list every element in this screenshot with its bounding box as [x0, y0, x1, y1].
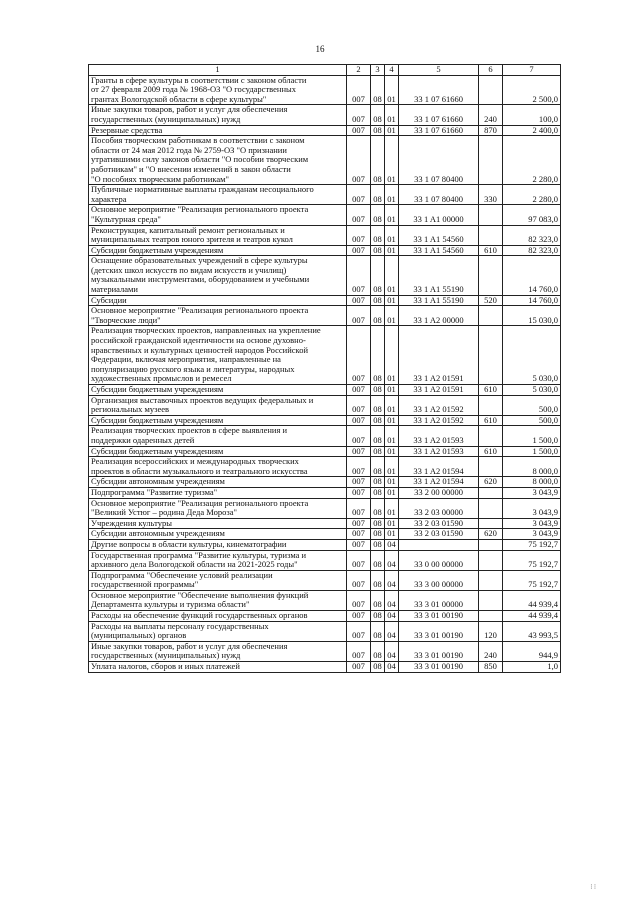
grbs-code: 007: [347, 256, 371, 295]
subsection-code: 01: [385, 457, 399, 477]
header-cell: 1: [89, 65, 347, 76]
expense-type-code: [479, 256, 503, 295]
expense-type-code: [479, 306, 503, 326]
subsection-code: 01: [385, 205, 399, 225]
section-code: 08: [371, 611, 385, 622]
section-code: 08: [371, 125, 385, 136]
row-name: Основное мероприятие "Реализация регионального проекта "Культурная среда": [89, 205, 347, 225]
expense-type-code: 610: [479, 446, 503, 457]
target-article-code: 33 1 A1 55190: [399, 295, 479, 306]
target-article-code: 33 1 A2 01591: [399, 326, 479, 385]
target-article-code: 33 1 A2 01593: [399, 426, 479, 446]
grbs-code: 007: [347, 125, 371, 136]
amount: 75 192,7: [503, 570, 561, 590]
expense-type-code: 240: [479, 105, 503, 125]
section-code: 08: [371, 225, 385, 245]
subsection-code: 04: [385, 570, 399, 590]
amount: 5 030,0: [503, 385, 561, 396]
subsection-code: 01: [385, 395, 399, 415]
amount: 3 043,9: [503, 529, 561, 540]
grbs-code: 007: [347, 529, 371, 540]
amount: 44 939,4: [503, 611, 561, 622]
section-code: 08: [371, 205, 385, 225]
section-code: 08: [371, 295, 385, 306]
table-row: [89, 395, 561, 415]
target-article-code: 33 1 A2 01591: [399, 385, 479, 396]
table-row: [89, 385, 561, 396]
table-row: [89, 446, 561, 457]
header-cell: 7: [503, 65, 561, 76]
expense-type-code: [479, 136, 503, 185]
target-article-code: 33 3 01 00190: [399, 662, 479, 673]
amount: 8 000,0: [503, 457, 561, 477]
amount: 1,0: [503, 662, 561, 673]
grbs-code: 007: [347, 205, 371, 225]
section-code: 08: [371, 570, 385, 590]
target-article-code: 33 2 03 01590: [399, 518, 479, 529]
expense-type-code: [479, 426, 503, 446]
row-name: Другие вопросы в области культуры, кинематографии: [89, 539, 347, 550]
table-row: [89, 539, 561, 550]
grbs-code: 007: [347, 487, 371, 498]
subsection-code: 04: [385, 539, 399, 550]
amount: 82 323,0: [503, 245, 561, 256]
section-code: 08: [371, 426, 385, 446]
subsection-code: 01: [385, 426, 399, 446]
amount: 2 280,0: [503, 185, 561, 205]
row-name: Учреждения культуры: [89, 518, 347, 529]
expense-type-code: 870: [479, 125, 503, 136]
expense-type-code: [479, 570, 503, 590]
table-row: [89, 105, 561, 125]
table-row: [89, 426, 561, 446]
subsection-code: 01: [385, 225, 399, 245]
row-name: Подпрограмма "Развитие туризма": [89, 487, 347, 498]
grbs-code: 007: [347, 326, 371, 385]
expense-type-code: [479, 395, 503, 415]
grbs-code: 007: [347, 498, 371, 518]
section-code: 08: [371, 326, 385, 385]
table-row: [89, 487, 561, 498]
section-code: 08: [371, 75, 385, 105]
row-name: Основное мероприятие "Обеспечение выполнения функций Департамента культуры и туризма области": [89, 590, 347, 610]
target-article-code: 33 3 00 00000: [399, 570, 479, 590]
target-article-code: 33 1 07 61660: [399, 125, 479, 136]
table-row: [89, 550, 561, 570]
subsection-code: 01: [385, 245, 399, 256]
section-code: 08: [371, 529, 385, 540]
table-row: [89, 641, 561, 661]
row-name: Субсидии бюджетным учреждениям: [89, 446, 347, 457]
section-code: 08: [371, 487, 385, 498]
table-row: [89, 457, 561, 477]
table-row: [89, 185, 561, 205]
target-article-code: 33 2 03 01590: [399, 529, 479, 540]
grbs-code: 007: [347, 518, 371, 529]
row-name: Субсидии бюджетным учреждениям: [89, 245, 347, 256]
expense-type-code: 610: [479, 385, 503, 396]
row-name: Иные закупки товаров, работ и услуг для обеспечения государственных (муниципальных) нужд: [89, 641, 347, 661]
subsection-code: 04: [385, 662, 399, 673]
section-code: 08: [371, 185, 385, 205]
grbs-code: 007: [347, 245, 371, 256]
section-code: 08: [371, 550, 385, 570]
header-cell: 5: [399, 65, 479, 76]
expense-type-code: [479, 457, 503, 477]
target-article-code: 33 1 A1 55190: [399, 256, 479, 295]
expense-type-code: [479, 550, 503, 570]
amount: 3 043,9: [503, 498, 561, 518]
grbs-code: 007: [347, 662, 371, 673]
amount: 75 192,7: [503, 550, 561, 570]
grbs-code: 007: [347, 306, 371, 326]
header-cell: 2: [347, 65, 371, 76]
expense-type-code: [479, 590, 503, 610]
row-name: Субсидии бюджетным учреждениям: [89, 415, 347, 426]
section-code: 08: [371, 641, 385, 661]
section-code: 08: [371, 498, 385, 518]
expense-type-code: 620: [479, 529, 503, 540]
target-article-code: 33 2 03 00000: [399, 498, 479, 518]
subsection-code: 04: [385, 641, 399, 661]
expense-type-code: [479, 611, 503, 622]
amount: 14 760,0: [503, 295, 561, 306]
row-name: Субсидии автономным учреждениям: [89, 529, 347, 540]
table-row: [89, 621, 561, 641]
table-row: [89, 518, 561, 529]
amount: 2 500,0: [503, 75, 561, 105]
expense-type-code: 620: [479, 477, 503, 488]
amount: 75 192,7: [503, 539, 561, 550]
section-code: 08: [371, 457, 385, 477]
target-article-code: 33 1 07 61660: [399, 105, 479, 125]
grbs-code: 007: [347, 477, 371, 488]
subsection-code: 01: [385, 125, 399, 136]
amount: 97 083,0: [503, 205, 561, 225]
subsection-code: 01: [385, 326, 399, 385]
table-row: [89, 415, 561, 426]
amount: 2 280,0: [503, 136, 561, 185]
grbs-code: 007: [347, 426, 371, 446]
subsection-code: 01: [385, 295, 399, 306]
target-article-code: 33 3 01 00000: [399, 590, 479, 610]
row-name: Подпрограмма "Обеспечение условий реализации государственной программы": [89, 570, 347, 590]
table-row: [89, 295, 561, 306]
target-article-code: 33 1 07 61660: [399, 75, 479, 105]
target-article-code: 33 1 07 80400: [399, 136, 479, 185]
grbs-code: 007: [347, 395, 371, 415]
amount: 3 043,9: [503, 518, 561, 529]
row-name: Реализация всероссийских и международных творческих проектов в области музыкального и театрального искусства: [89, 457, 347, 477]
grbs-code: 007: [347, 539, 371, 550]
amount: 100,0: [503, 105, 561, 125]
target-article-code: 33 1 A1 54560: [399, 245, 479, 256]
target-article-code: 33 3 01 00190: [399, 641, 479, 661]
amount: 43 993,5: [503, 621, 561, 641]
section-code: 08: [371, 518, 385, 529]
row-name: Гранты в сфере культуры в соответствии с законом области от 27 февраля 2009 года № 1968-ОЗ "О государственных грантах Вологодской области в сфере культуры": [89, 75, 347, 105]
grbs-code: 007: [347, 75, 371, 105]
target-article-code: 33 3 01 00190: [399, 611, 479, 622]
row-name: Субсидии: [89, 295, 347, 306]
amount: 944,9: [503, 641, 561, 661]
footer-stamp: ⁞ ⁞: [590, 883, 596, 891]
row-name: Реконструкция, капитальный ремонт региональных и муниципальных театров юного зрителя и театров кукол: [89, 225, 347, 245]
row-name: Резервные средства: [89, 125, 347, 136]
expense-type-code: 330: [479, 185, 503, 205]
target-article-code: 33 1 A2 01592: [399, 415, 479, 426]
grbs-code: 007: [347, 446, 371, 457]
expense-type-code: 520: [479, 295, 503, 306]
expense-type-code: [479, 518, 503, 529]
amount: 14 760,0: [503, 256, 561, 295]
section-code: 08: [371, 539, 385, 550]
page-number: 16: [315, 44, 325, 54]
subsection-code: 01: [385, 75, 399, 105]
table-row: [89, 570, 561, 590]
subsection-code: 01: [385, 487, 399, 498]
table-row: [89, 205, 561, 225]
expense-type-code: 120: [479, 621, 503, 641]
budget-table: [88, 64, 561, 673]
amount: 8 000,0: [503, 477, 561, 488]
subsection-code: 01: [385, 136, 399, 185]
section-code: 08: [371, 477, 385, 488]
target-article-code: [399, 539, 479, 550]
subsection-code: 01: [385, 185, 399, 205]
expense-type-code: [479, 225, 503, 245]
section-code: 08: [371, 105, 385, 125]
expense-type-code: 240: [479, 641, 503, 661]
row-name: Субсидии автономным учреждениям: [89, 477, 347, 488]
grbs-code: 007: [347, 415, 371, 426]
expense-type-code: [479, 326, 503, 385]
target-article-code: 33 1 A2 01594: [399, 477, 479, 488]
subsection-code: 01: [385, 415, 399, 426]
row-name: Расходы на выплаты персоналу государственных (муниципальных) органов: [89, 621, 347, 641]
grbs-code: 007: [347, 185, 371, 205]
amount: 3 043,9: [503, 487, 561, 498]
expense-type-code: [479, 75, 503, 105]
table-row: [89, 306, 561, 326]
grbs-code: 007: [347, 641, 371, 661]
target-article-code: 33 1 A1 00000: [399, 205, 479, 225]
row-name: Уплата налогов, сборов и иных платежей: [89, 662, 347, 673]
table-row: [89, 225, 561, 245]
expense-type-code: 610: [479, 245, 503, 256]
table-row: [89, 477, 561, 488]
subsection-code: 04: [385, 550, 399, 570]
table-row: [89, 326, 561, 385]
subsection-code: 01: [385, 105, 399, 125]
subsection-code: 01: [385, 446, 399, 457]
target-article-code: 33 1 A2 01594: [399, 457, 479, 477]
subsection-code: 01: [385, 498, 399, 518]
amount: 500,0: [503, 415, 561, 426]
target-article-code: 33 1 A2 01592: [399, 395, 479, 415]
target-article-code: 33 2 00 00000: [399, 487, 479, 498]
section-code: 08: [371, 395, 385, 415]
target-article-code: 33 0 00 00000: [399, 550, 479, 570]
expense-type-code: [479, 539, 503, 550]
grbs-code: 007: [347, 136, 371, 185]
section-code: 08: [371, 256, 385, 295]
expense-type-code: [479, 205, 503, 225]
target-article-code: 33 3 01 00190: [399, 621, 479, 641]
subsection-code: 04: [385, 590, 399, 610]
row-name: Реализация творческих проектов, направленных на укрепление российской гражданской идентичности на основе духовно- нравственных и культурных ценностей народов Российской Федерации, включая мероприятия, направленные на популяризацию русского языка и литературы, народных художественных промыслов и ремесел: [89, 326, 347, 385]
table-row: [89, 611, 561, 622]
row-name: Реализация творческих проектов в сфере выявления и поддержки одаренных детей: [89, 426, 347, 446]
grbs-code: 007: [347, 295, 371, 306]
subsection-code: 01: [385, 256, 399, 295]
section-code: 08: [371, 245, 385, 256]
grbs-code: 007: [347, 590, 371, 610]
row-name: Расходы на обеспечение функций государственных органов: [89, 611, 347, 622]
table-row: [89, 498, 561, 518]
subsection-code: 01: [385, 529, 399, 540]
grbs-code: 007: [347, 611, 371, 622]
table-row: [89, 590, 561, 610]
section-code: 08: [371, 306, 385, 326]
row-name: Основное мероприятие "Реализация регионального проекта "Великий Устюг – родина Деда Мороза": [89, 498, 347, 518]
section-code: 08: [371, 590, 385, 610]
grbs-code: 007: [347, 105, 371, 125]
table-row: [89, 662, 561, 673]
expense-type-code: 850: [479, 662, 503, 673]
subsection-code: 04: [385, 611, 399, 622]
amount: 5 030,0: [503, 326, 561, 385]
row-name: Оснащение образовательных учреждений в сфере культуры (детских школ искусств по видам искусств и училищ) музыкальными инструментами, оборудованием и учебными материалами: [89, 256, 347, 295]
amount: 82 323,0: [503, 225, 561, 245]
expense-type-code: [479, 498, 503, 518]
target-article-code: 33 1 A2 01593: [399, 446, 479, 457]
target-article-code: 33 1 A2 00000: [399, 306, 479, 326]
table-row: [89, 245, 561, 256]
target-article-code: 33 1 A1 54560: [399, 225, 479, 245]
table-row: [89, 529, 561, 540]
row-name: Организация выставочных проектов ведущих федеральных и региональных музеев: [89, 395, 347, 415]
grbs-code: 007: [347, 621, 371, 641]
section-code: 08: [371, 385, 385, 396]
header-cell: 3: [371, 65, 385, 76]
amount: 1 500,0: [503, 426, 561, 446]
row-name: Государственная программа "Развитие культуры, туризма и архивного дела Вологодской области на 2021-2025 годы": [89, 550, 347, 570]
amount: 15 030,0: [503, 306, 561, 326]
grbs-code: 007: [347, 550, 371, 570]
grbs-code: 007: [347, 570, 371, 590]
subsection-code: 01: [385, 385, 399, 396]
grbs-code: 007: [347, 457, 371, 477]
table-row: [89, 256, 561, 295]
table-row: [89, 125, 561, 136]
table-row: [89, 136, 561, 185]
subsection-code: 01: [385, 518, 399, 529]
row-name: Иные закупки товаров, работ и услуг для обеспечения государственных (муниципальных) нужд: [89, 105, 347, 125]
table-row: [89, 75, 561, 105]
amount: 2 400,0: [503, 125, 561, 136]
row-name: Субсидии бюджетным учреждениям: [89, 385, 347, 396]
grbs-code: 007: [347, 225, 371, 245]
header-cell: 4: [385, 65, 399, 76]
target-article-code: 33 1 07 80400: [399, 185, 479, 205]
amount: 500,0: [503, 395, 561, 415]
section-code: 08: [371, 662, 385, 673]
amount: 44 939,4: [503, 590, 561, 610]
header-cell: 6: [479, 65, 503, 76]
expense-type-code: 610: [479, 415, 503, 426]
expense-type-code: [479, 487, 503, 498]
amount: 1 500,0: [503, 446, 561, 457]
header-row: [89, 65, 561, 76]
row-name: Публичные нормативные выплаты гражданам несоциального характера: [89, 185, 347, 205]
section-code: 08: [371, 446, 385, 457]
subsection-code: 04: [385, 621, 399, 641]
section-code: 08: [371, 415, 385, 426]
row-name: Основное мероприятие "Реализация регионального проекта "Творческие люди": [89, 306, 347, 326]
subsection-code: 01: [385, 306, 399, 326]
row-name: Пособия творческим работникам в соответствии с законом области от 24 мая 2012 года № 2759-ОЗ "О признании утратившими силу законов области "О пособии творческим работникам" и "О внесении изменений в закон области "О пособиях творческим работникам": [89, 136, 347, 185]
grbs-code: 007: [347, 385, 371, 396]
subsection-code: 01: [385, 477, 399, 488]
section-code: 08: [371, 136, 385, 185]
section-code: 08: [371, 621, 385, 641]
